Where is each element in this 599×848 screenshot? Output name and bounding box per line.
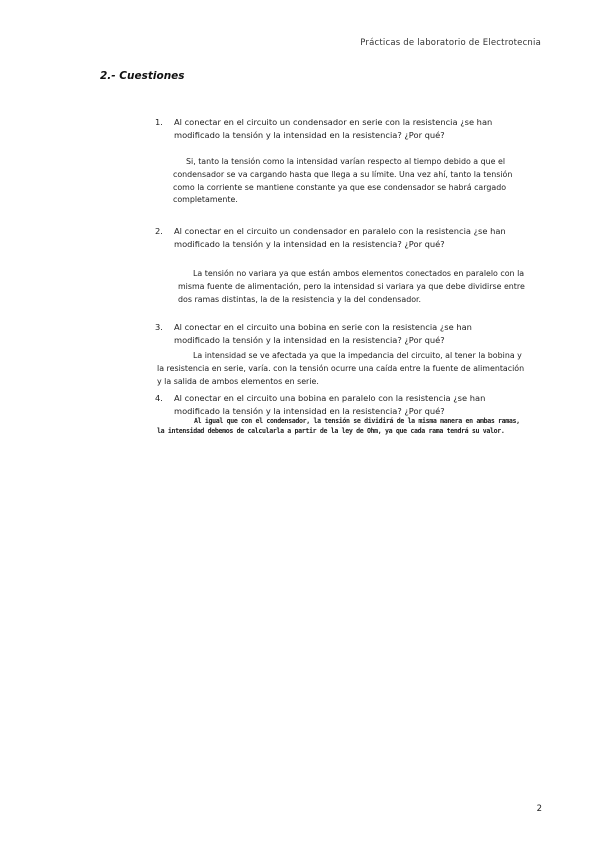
page-header: Prácticas de laboratorio de Electrotecnia bbox=[360, 38, 541, 48]
question-text: Al conectar en el circuito una bobina en paralelo con la resistencia ¿se han modificado la tensión y la intensidad en la resistencia? ¿Por qué? bbox=[174, 393, 486, 416]
question-number: 2. bbox=[155, 226, 163, 236]
answer-4: Al igual que con el condensador, la tensión se dividirá de la misma manera en ambas ramas, la intensidad debemos de calcularla a partir de la ley de Ohm, ya que cada rama tendrá su valor. bbox=[157, 417, 520, 435]
question-number: 3. bbox=[155, 322, 163, 332]
question-3 bbox=[155, 321, 520, 346]
section-title: 2.- Cuestiones bbox=[100, 70, 185, 82]
answer-2: La tensión no variara ya que están ambos elementos conectados en paralelo con la misma fuente de alimentación, pero la intensidad si variara ya que debe dividirse entre dos ramas distintas, la de la resistencia y la del condensador. bbox=[178, 269, 525, 304]
question-text: Al conectar en el circuito un condensador en serie con la resistencia ¿se han modificado la tensión y la intensidad en la resistencia? ¿Por qué? bbox=[174, 117, 493, 140]
question-1 bbox=[155, 116, 520, 141]
question-number: 1. bbox=[155, 117, 163, 127]
question-text: Al conectar en el circuito una bobina en serie con la resistencia ¿se han modificado la tensión y la intensidad en la resistencia? ¿Por qué? bbox=[174, 322, 472, 345]
question-2 bbox=[155, 225, 520, 250]
question-text: Al conectar en el circuito un condensador en paralelo con la resistencia ¿se han modificado la tensión y la intensidad en la resistencia? ¿Por qué? bbox=[174, 226, 506, 249]
answer-1: Si, tanto la tensión como la intensidad varían respecto al tiempo debido a que el condensador se va cargando hasta que llega a su límite. Una vez ahí, tanto la tensión como la corriente se mantiene constante ya que ese condensador se habrá cargado completamente. bbox=[173, 157, 513, 205]
page-number: 2 bbox=[536, 804, 542, 814]
question-number: 4. bbox=[155, 393, 163, 403]
question-4 bbox=[155, 392, 520, 417]
answer-3: La intensidad se ve afectada ya que la impedancia del circuito, al tener la bobina y la resistencia en serie, varía. con la tensión ocurre una caída entre la fuente de alimentación y la salida de ambos elementos en serie. bbox=[157, 351, 525, 386]
